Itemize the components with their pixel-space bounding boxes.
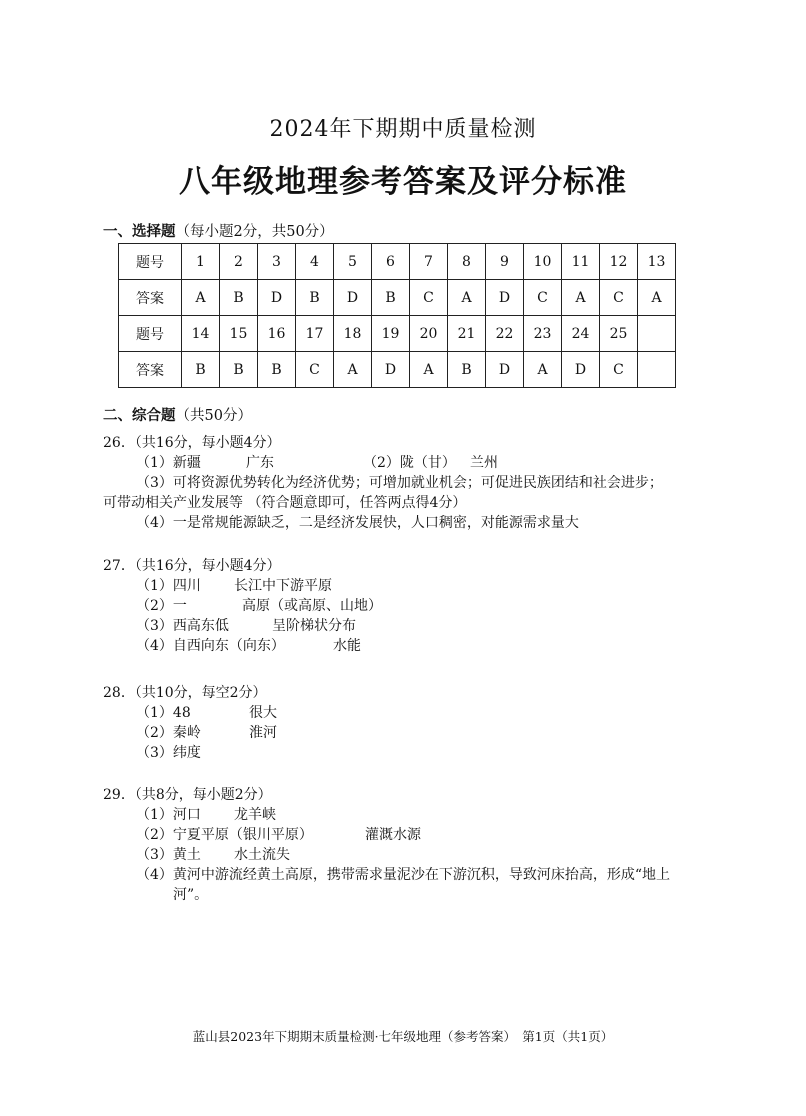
q29-answer-2b: 灌溉水源 (365, 827, 421, 843)
table-cell: 23 (524, 316, 562, 352)
q26-answer-1b: 广东 (246, 455, 274, 471)
q28-answer-1b: 很大 (249, 705, 277, 721)
q26-answer-2b: 兰州 (470, 455, 498, 471)
table-cell: 7 (410, 244, 448, 280)
table-cell: 18 (334, 316, 372, 352)
section-1-label: 一、选择题 (103, 224, 176, 240)
table-cell: C (524, 280, 562, 316)
answer-table (118, 243, 676, 388)
q29-answer-3: （3）黄土 (136, 847, 201, 863)
table-cell: D (486, 352, 524, 388)
table-cell: 24 (562, 316, 600, 352)
table-cell: D (372, 352, 410, 388)
q27-heading: 27．（共16分，每小题4分） (103, 558, 281, 574)
table-cell: D (258, 280, 296, 316)
q29-heading: 29．（共8分，每小题2分） (103, 787, 272, 803)
table-cell: 答案 (119, 280, 182, 316)
q29-answer-3b: 水土流失 (234, 847, 290, 863)
q26-heading: 26．（共16分，每小题4分） (103, 435, 281, 451)
table-cell: 21 (448, 316, 486, 352)
table-cell: A (562, 280, 600, 316)
q27-answer-1b: 长江中下游平原 (234, 578, 332, 594)
table-cell: 16 (258, 316, 296, 352)
table-cell: 11 (562, 244, 600, 280)
table-cell: 25 (600, 316, 638, 352)
q27-answer-4b: 水能 (333, 638, 361, 654)
table-cell: B (182, 352, 220, 388)
q27-answer-2b: 高原（或高原、山地） (242, 598, 382, 614)
q29-answer-4: （4）黄河中游流经黄土高原，携带需求量泥沙在下游沉积，导致河床抬高，形成“地上 (136, 867, 671, 883)
table-cell: 20 (410, 316, 448, 352)
table-cell: D (562, 352, 600, 388)
q27-answer-4: （4）自西向东（向东） (136, 638, 285, 654)
table-cell: 5 (334, 244, 372, 280)
table-cell (638, 352, 676, 388)
table-row (119, 316, 676, 352)
table-cell: 10 (524, 244, 562, 280)
section-2-note: （共50分） (175, 408, 252, 424)
table-cell: A (448, 280, 486, 316)
table-cell: 题号 (119, 316, 182, 352)
table-cell: A (334, 352, 372, 388)
table-cell: 题号 (119, 244, 182, 280)
document-subtitle: 2024年下期期中质量检测 (269, 117, 537, 142)
q27-answer-3: （3）西高东低 (136, 618, 229, 634)
page-footer: 蓝山县2023年下期期末质量检测·七年级地理（参考答案） 第1页（共1页） (192, 1029, 614, 1044)
table-cell: B (448, 352, 486, 388)
table-cell: C (410, 280, 448, 316)
q27-answer-3b: 呈阶梯状分布 (272, 618, 356, 634)
table-cell: A (638, 280, 676, 316)
q26-answer-3: （3）可将资源优势转化为经济优势；可增加就业机会；可促进民族团结和社会进步； (136, 475, 663, 491)
table-cell: C (600, 280, 638, 316)
table-cell: A (410, 352, 448, 388)
table-cell: D (486, 280, 524, 316)
table-cell: A (182, 280, 220, 316)
table-cell: B (372, 280, 410, 316)
table-cell: C (600, 352, 638, 388)
table-cell: 2 (220, 244, 258, 280)
q29-answer-1b: 龙羊峡 (234, 807, 276, 823)
table-cell: 6 (372, 244, 410, 280)
q29-answer-4-cont: 河”。 (173, 887, 209, 903)
table-cell: 19 (372, 316, 410, 352)
q27-answer-2: （2）一 (136, 598, 187, 614)
table-cell: B (258, 352, 296, 388)
table-cell: 17 (296, 316, 334, 352)
table-cell: 1 (182, 244, 220, 280)
table-row (119, 280, 676, 316)
table-cell: B (296, 280, 334, 316)
table-cell: 12 (600, 244, 638, 280)
q28-answer-2: （2）秦岭 (136, 725, 201, 741)
q29-answer-1: （1）河口 (136, 807, 201, 823)
table-cell: 8 (448, 244, 486, 280)
q28-answer-1: （1）48 (136, 705, 191, 721)
q29-answer-2: （2）宁夏平原（银川平原） (136, 827, 313, 843)
table-cell: 14 (182, 316, 220, 352)
q26-answer-3-cont: 可带动相关产业发展等 （符合题意即可，任答两点得4分） (103, 495, 467, 511)
section-2-label: 二、综合题 (103, 408, 176, 424)
table-cell: 22 (486, 316, 524, 352)
table-cell: C (296, 352, 334, 388)
table-cell (638, 316, 676, 352)
table-cell: D (334, 280, 372, 316)
table-cell: 15 (220, 316, 258, 352)
section-2-heading (103, 404, 252, 425)
table-row (119, 352, 676, 388)
q28-answer-2b: 淮河 (249, 725, 277, 741)
q28-heading: 28．（共10分，每空2分） (103, 685, 267, 701)
table-row (119, 244, 676, 280)
document-title: 八年级地理参考答案及评分标准 (179, 164, 627, 200)
table-cell: 9 (486, 244, 524, 280)
table-cell: 3 (258, 244, 296, 280)
q27-answer-1: （1）四川 (136, 578, 201, 594)
table-cell: B (220, 280, 258, 316)
section-1-note: （每小题2分，共50分） (175, 224, 334, 240)
table-cell: 13 (638, 244, 676, 280)
table-cell: A (524, 352, 562, 388)
q28-answer-3: （3）纬度 (136, 745, 201, 761)
q26-answer-4: （4）一是常规能源缺乏，二是经济发展快，人口稠密，对能源需求量大 (136, 515, 579, 531)
table-cell: 答案 (119, 352, 182, 388)
q26-answer-2: （2）陇（甘） (363, 455, 456, 471)
q26-answer-1: （1）新疆 (136, 455, 201, 471)
section-1-heading (103, 220, 334, 241)
table-cell: 4 (296, 244, 334, 280)
table-cell: B (220, 352, 258, 388)
